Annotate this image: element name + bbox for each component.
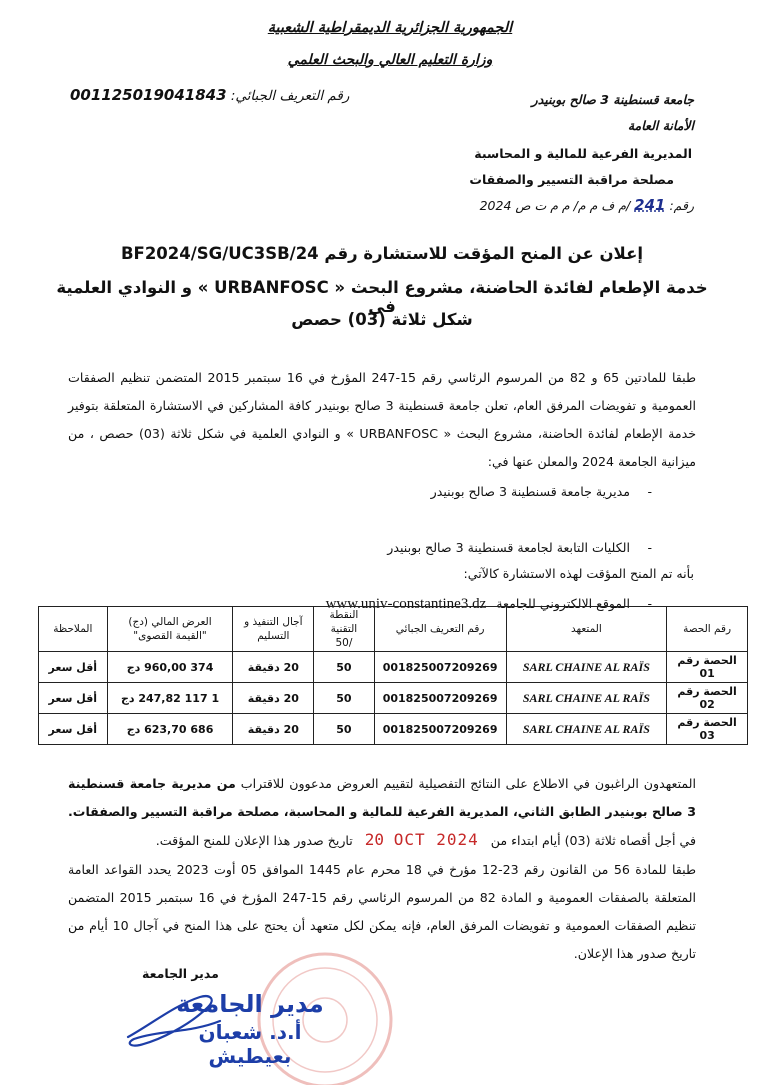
header-tech-score-l1: النقطة التقنية [329, 609, 359, 635]
cell-score: 50 [314, 714, 374, 745]
university-name: جامعة قسنطينة 3 صالح بوبنيدر [531, 92, 694, 107]
table-row [39, 652, 748, 683]
announcement-title: إعلان عن المنح المؤقت للاستشارة رقم BF2024/SG/UC3SB/24 [120, 244, 644, 263]
consultation-paragraph [68, 770, 696, 855]
cell-remark: أقل سعر [39, 683, 108, 714]
intro-paragraph: طبقا للمادتين 65 و 82 من المرسوم الرئاسي رقم 15-247 المؤرخ في 16 سبتمبر 2015 المتضمن تنظيم الصفقات العمومية و تفويضات المرفق العام، تعلن جامعة قسنطينة 3 صالح بوبنيدر كافة المشاركين في الاستشارة المتعلقة بتوفير خدمة الإطعام لفائدة الحاضنة، مشروع البحث « URBANFOSC » و النوادي العلمية في شكل ثلاثة (03) حصص ، من ميزانية الجامعة 2024 والمعلن عنها في: [68, 370, 696, 469]
header-lot: رقم الحصة [667, 607, 748, 652]
cell-remark: أقل سعر [39, 652, 108, 683]
announcement-subtitle: خدمة الإطعام لفائدة الحاضنة، مشروع البحث « URBANFOSC » و النوادي العلمية في [56, 278, 708, 316]
signature-stamp-name: أ.د. شعبان بعيطيش [198, 1020, 302, 1068]
award-table [38, 606, 748, 745]
fiscal-id-label: رقم التعريف الجبائي: [230, 88, 350, 104]
signature-stamp-title: مدير الجامعة [176, 990, 324, 1018]
header-fiscal-id: رقم التعريف الجبائي [374, 607, 506, 652]
signature-title: مدير الجامعة [142, 966, 219, 981]
cell-lot: الحصة رقم 01 [667, 652, 748, 683]
cell-delay: 20 دقيقة [233, 652, 314, 683]
cell-bidder: SARL CHAINE AL RAÏS [506, 714, 667, 745]
header-delay-l1: آجال التنفيذ و [244, 616, 303, 628]
website-label: الموقع الالكتروني للجامعة [496, 596, 630, 611]
announcement-lots: شكل ثلاثة (03) حصص [291, 310, 473, 329]
republic-heading: الجمهورية الجزائرية الديمقراطية الشعبية [267, 20, 513, 36]
reference-suffix: /م ف م م/ م م ت ص 2024 [479, 198, 631, 213]
reference-number [480, 196, 694, 214]
header-offer-l2: "القيمة القصوى" [133, 630, 207, 642]
fiscal-id-value: 001125019041843 [70, 86, 227, 104]
header-bidder: المتعهد [506, 607, 667, 652]
header-tech-score-l2: 50/ [335, 637, 353, 649]
cell-offer: 686 623,70 دج [107, 714, 233, 745]
date-stamp: 20 OCT 2024 [364, 830, 479, 849]
header-offer-l1: العرض المالي (دج) [128, 616, 212, 628]
cell-lot: الحصة رقم 02 [667, 683, 748, 714]
service-label: مصلحة مراقبة التسيير والصفقات [469, 172, 674, 187]
consultation-location: من مديرية جامعة قسنطينة 3 صالح بوبنيدر الطابق الثاني، المديرية الفرعية للمالية و المحاسبة، مصلحة مراقبة التسيير والصفقات. [68, 776, 696, 819]
cell-delay: 20 دقيقة [233, 714, 314, 745]
cell-remark: أقل سعر [39, 714, 108, 745]
cell-score: 50 [314, 683, 374, 714]
cell-offer: 374 960,00 دج [107, 652, 233, 683]
handwritten-signature [120, 985, 230, 1055]
reference-prefix: رقم: [669, 198, 694, 213]
ministry-heading: وزارة التعليم العالي والبحث العلمي [287, 52, 493, 68]
website-link[interactable]: www.univ-constantine3.dz [325, 596, 487, 612]
cell-lot: الحصة رقم 03 [667, 714, 748, 745]
secretariat-label: الأمانة العامة [627, 118, 694, 133]
consultation-text-3: من [490, 833, 508, 848]
cell-fiscal-id: 001825007209269 [374, 652, 506, 683]
cell-score: 50 [314, 652, 374, 683]
reference-handwritten: 241 [634, 196, 666, 214]
consultation-text-4: تاريخ صدور هذا الإعلان للمنح المؤقت. [155, 833, 353, 848]
cell-fiscal-id: 001825007209269 [374, 683, 506, 714]
header-remark: الملاحظة [39, 607, 108, 652]
cell-bidder: SARL CHAINE AL RAÏS [506, 683, 667, 714]
directorate-label: المديرية الفرعية للمالية و المحاسبة [474, 146, 692, 161]
header-delay [233, 607, 314, 652]
consultation-text-1: المتعهدون الراغبون في الاطلاع على النتائج التفصيلية لتقييم العروض مدعوون للاقتراب [240, 776, 696, 791]
fiscal-id-block [70, 86, 370, 104]
appeal-paragraph: طبقا للمادة 56 من القانون رقم 23-12 مؤرخ في 18 محرم عام 1445 الموافق 05 أوت 2023 يحدد القواعد العامة المتعلقة بالصفقات العمومية و المادة 82 من المرسوم الرئاسي رقم 15-247 المؤرخ في 16 سبتمبر 2015 المتضمن تنظيم الصفقات العمومية و تفويضات المرفق العام، فإنه يمكن لكل متعهد أن يحتج على هذا المنح في آجال 10 أيام من تاريخ صدور هذا الإعلان. [68, 862, 696, 961]
intro-after: بأنه تم المنح المؤقت لهذه الاستشارة كالآتي: [463, 566, 694, 581]
table-row [39, 714, 748, 745]
header-tech-score [314, 607, 374, 652]
bullet-faculties: - الكليات التابعة لجامعة قسنطينة 3 صالح بوبنيدر [0, 534, 652, 562]
cell-fiscal-id: 001825007209269 [374, 714, 506, 745]
table-header-row [39, 607, 748, 652]
table-row [39, 683, 748, 714]
cell-bidder: SARL CHAINE AL RAÏS [506, 652, 667, 683]
header-delay-l2: التسليم [257, 630, 290, 642]
bullet-directorate: - مديرية جامعة قسنطينة 3 صالح بوبنيدر [0, 478, 652, 506]
header-offer [107, 607, 233, 652]
cell-delay: 20 دقيقة [233, 683, 314, 714]
cell-offer: 1 117 247,82 دج [107, 683, 233, 714]
consultation-text-2: في أجل أقصاه ثلاثة (03) أيام ابتداء [511, 833, 696, 848]
